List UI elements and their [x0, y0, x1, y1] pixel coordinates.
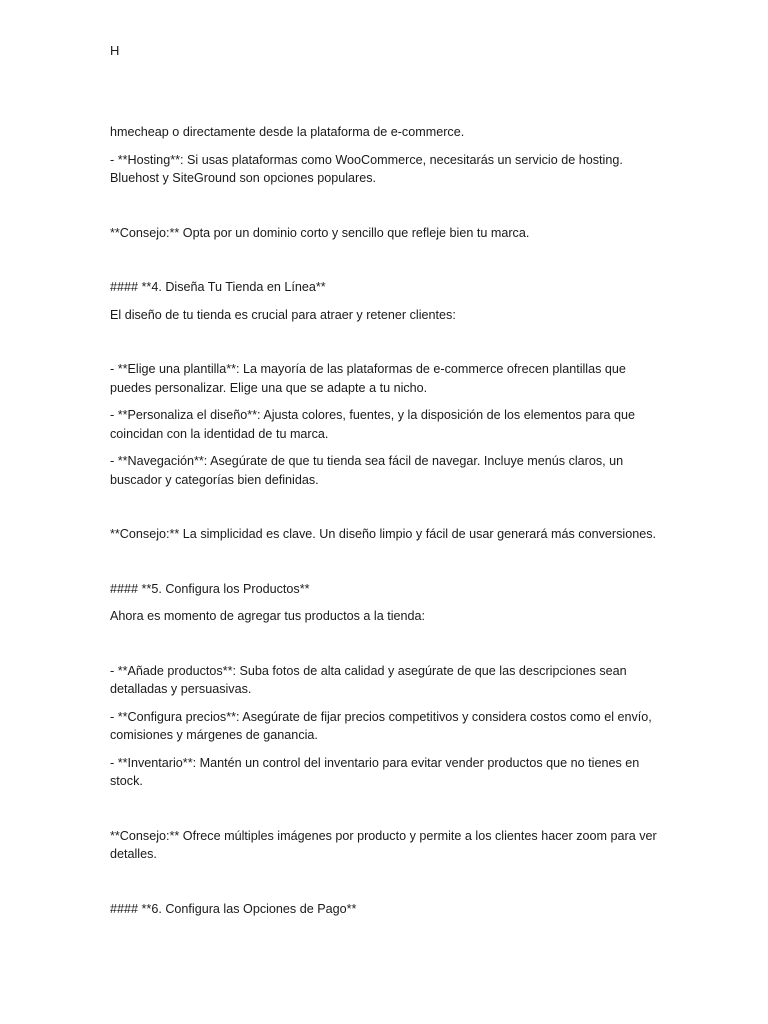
paragraph-continuation: hmecheap o directamente desde la plataforma de e-commerce. [110, 125, 465, 139]
tip-domain: **Consejo:** Opta por un dominio corto y sencillo que refleje bien tu marca. [110, 225, 530, 240]
tip-images: **Consejo:** Ofrece múltiples imágenes por producto y permite a los clientes hacer zoom para ver detalles. [110, 828, 657, 861]
page-header: H [110, 43, 120, 58]
list-item-prices: - **Configura precios**: Asegúrate de fijar precios competitivos y considera costos como el envío, comisiones y márgenes de ganancia. [110, 709, 652, 742]
document-body [110, 123, 670, 918]
paragraph-products-intro: Ahora es momento de agregar tus productos a la tienda: [110, 609, 426, 623]
heading-section-6: #### **6. Configura las Opciones de Pago** [110, 901, 357, 916]
heading-section-4: #### **4. Diseña Tu Tienda en Línea** [110, 280, 326, 294]
heading-section-5: #### **5. Configura los Productos** [110, 581, 310, 596]
paragraph-design-intro: El diseño de tu tienda es crucial para atraer y retener clientes: [110, 307, 456, 322]
list-item-inventory: - **Inventario**: Mantén un control del inventario para evitar vender productos que no tienes en stock. [110, 755, 640, 788]
list-item-customize: - **Personaliza el diseño**: Ajusta colores, fuentes, y la disposición de los elementos para que coincidan con la identidad de tu marca. [110, 408, 636, 441]
list-item-add-products: - **Añade productos**: Suba fotos de alta calidad y asegúrate de que las descripciones sean detalladas y persuasivas. [110, 663, 627, 696]
list-item-template: - **Elige una plantilla**: La mayoría de las plataformas de e-commerce ofrecen plantillas que puedes personalizar. Elige una que se adapte a tu nicho. [110, 362, 626, 395]
list-item-navigation: - **Navegación**: Asegúrate de que tu tienda sea fácil de navegar. Incluye menús claros, un buscador y categorías bien definidas. [110, 454, 624, 487]
tip-simplicity: **Consejo:** La simplicidad es clave. Un diseño limpio y fácil de usar generará más conversiones. [110, 527, 657, 541]
list-item-hosting: - **Hosting**: Si usas plataformas como WooCommerce, necesitarás un servicio de hosting. Bluehost y SiteGround son opciones populares. [110, 152, 623, 185]
